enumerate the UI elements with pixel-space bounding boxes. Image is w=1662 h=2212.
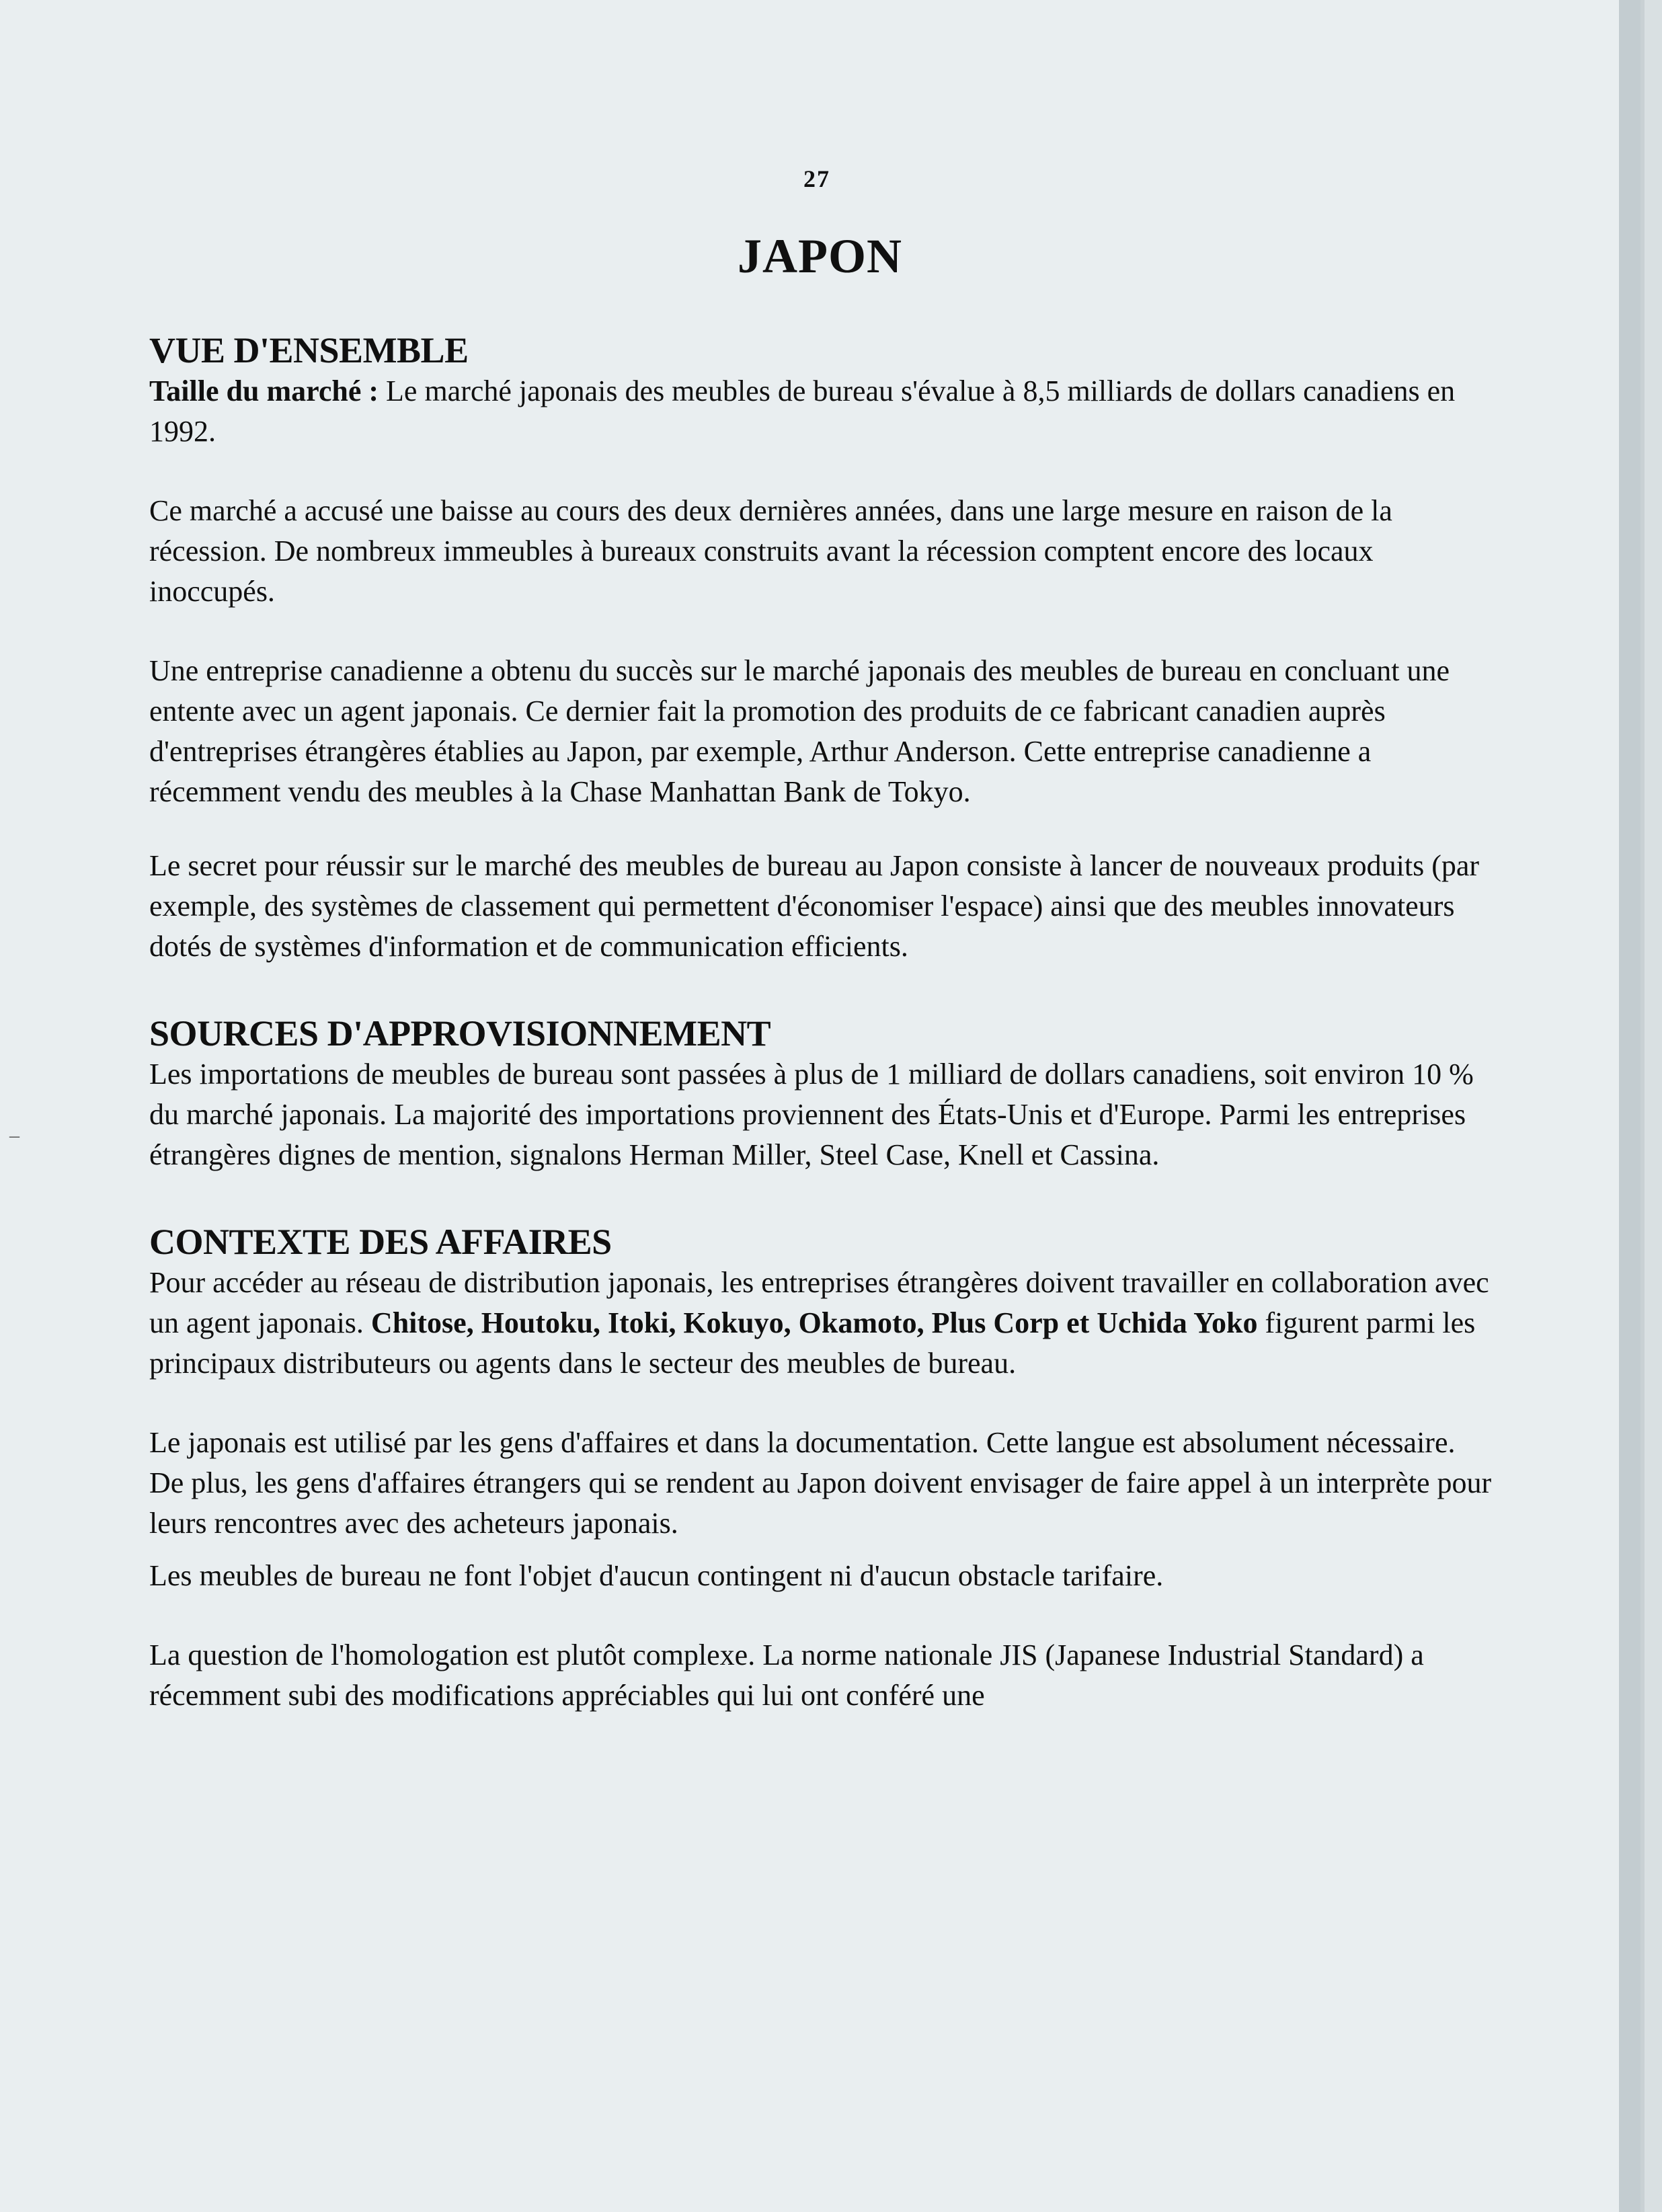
distributor-names: Chitose, Houtoku, Itoki, Kokuyo, Okamoto, Plus Corp et Uchida Yoko xyxy=(370,1306,1258,1339)
paragraph-language: Le japonais est utilisé par les gens d'affaires et dans la documentation. Cette langue est absolument nécessaire. De plus, les gens d'affaires étrangers qui se rendent au Japon doivent envisager de faire appel à un interprète pour leurs rencontres avec des acheteurs japonais. xyxy=(149,1426,1492,1540)
paragraph-market-size xyxy=(149,371,1494,452)
distribution-text-a: Pour accéder au réseau de distribution japonais, les entreprises étrangères doivent travailler en collaboration avec un agent japonais. xyxy=(149,1266,1489,1339)
distribution-text-b: figurent parmi les principaux distributeurs ou agents dans le secteur des meubles de bureau. xyxy=(149,1306,1476,1380)
page-edge xyxy=(1619,0,1640,2212)
page-title: JAPON xyxy=(738,229,902,283)
section-heading-sources: SOURCES D'APPROVISIONNEMENT xyxy=(149,1013,771,1054)
paragraph-tariff: Les meubles de bureau ne font l'objet d'aucun contingent ni d'aucun obstacle tarifaire. xyxy=(149,1559,1164,1592)
paragraph-recession: Ce marché a accusé une baisse au cours des deux dernières années, dans une large mesure en raison de la récession. De nombreux immeubles à bureaux construits avant la récession comptent encore des locaux inoccupés. xyxy=(149,494,1392,608)
section-heading-overview: VUE D'ENSEMBLE xyxy=(149,330,469,370)
paragraph-homologation: La question de l'homologation est plutôt complexe. La norme nationale JIS (Japanese Industrial Standard) a récemment subi des modifications appréciables qui lui ont conféré une xyxy=(149,1638,1424,1712)
market-size-text: Le marché japonais des meubles de bureau s'évalue à 8,5 milliards de dollars canadiens en 1992. xyxy=(149,374,1456,448)
paragraph-imports: Les importations de meubles de bureau sont passées à plus de 1 milliard de dollars canadiens, soit environ 10 % du marché japonais. La majorité des importations proviennent des États-Unis et d'Europe. Parmi les entreprises étrangères dignes de mention, signalons Herman Miller, Steel Case, Knell et Cassina. xyxy=(149,1058,1474,1171)
section-heading-business-context: CONTEXTE DES AFFAIRES xyxy=(149,1222,612,1262)
paragraph-canadian-success: Une entreprise canadienne a obtenu du succès sur le marché japonais des meubles de bureau en concluant une entente avec un agent japonais. Ce dernier fait la promotion des produits de ce fabricant canadien auprès d'entreprises étrangères établies au Japon, par exemple, Arthur Anderson. Cette entreprise canadienne a récemment vendu des meubles à la Chase Manhattan Bank de Tokyo. xyxy=(149,654,1450,808)
document-body xyxy=(149,329,1494,1716)
page-number: 27 xyxy=(803,165,830,192)
market-size-label: Taille du marché : xyxy=(149,374,379,407)
paragraph-secret: Le secret pour réussir sur le marché des meubles de bureau au Japon consiste à lancer de nouveaux produits (par exemple, des systèmes de classement qui permettent d'économiser l'espace) ainsi que des meubles innovateurs dotés de systèmes d'information et de communication efficients. xyxy=(149,849,1480,963)
paragraph-distribution xyxy=(149,1263,1494,1384)
margin-mark: – xyxy=(9,1124,19,1146)
